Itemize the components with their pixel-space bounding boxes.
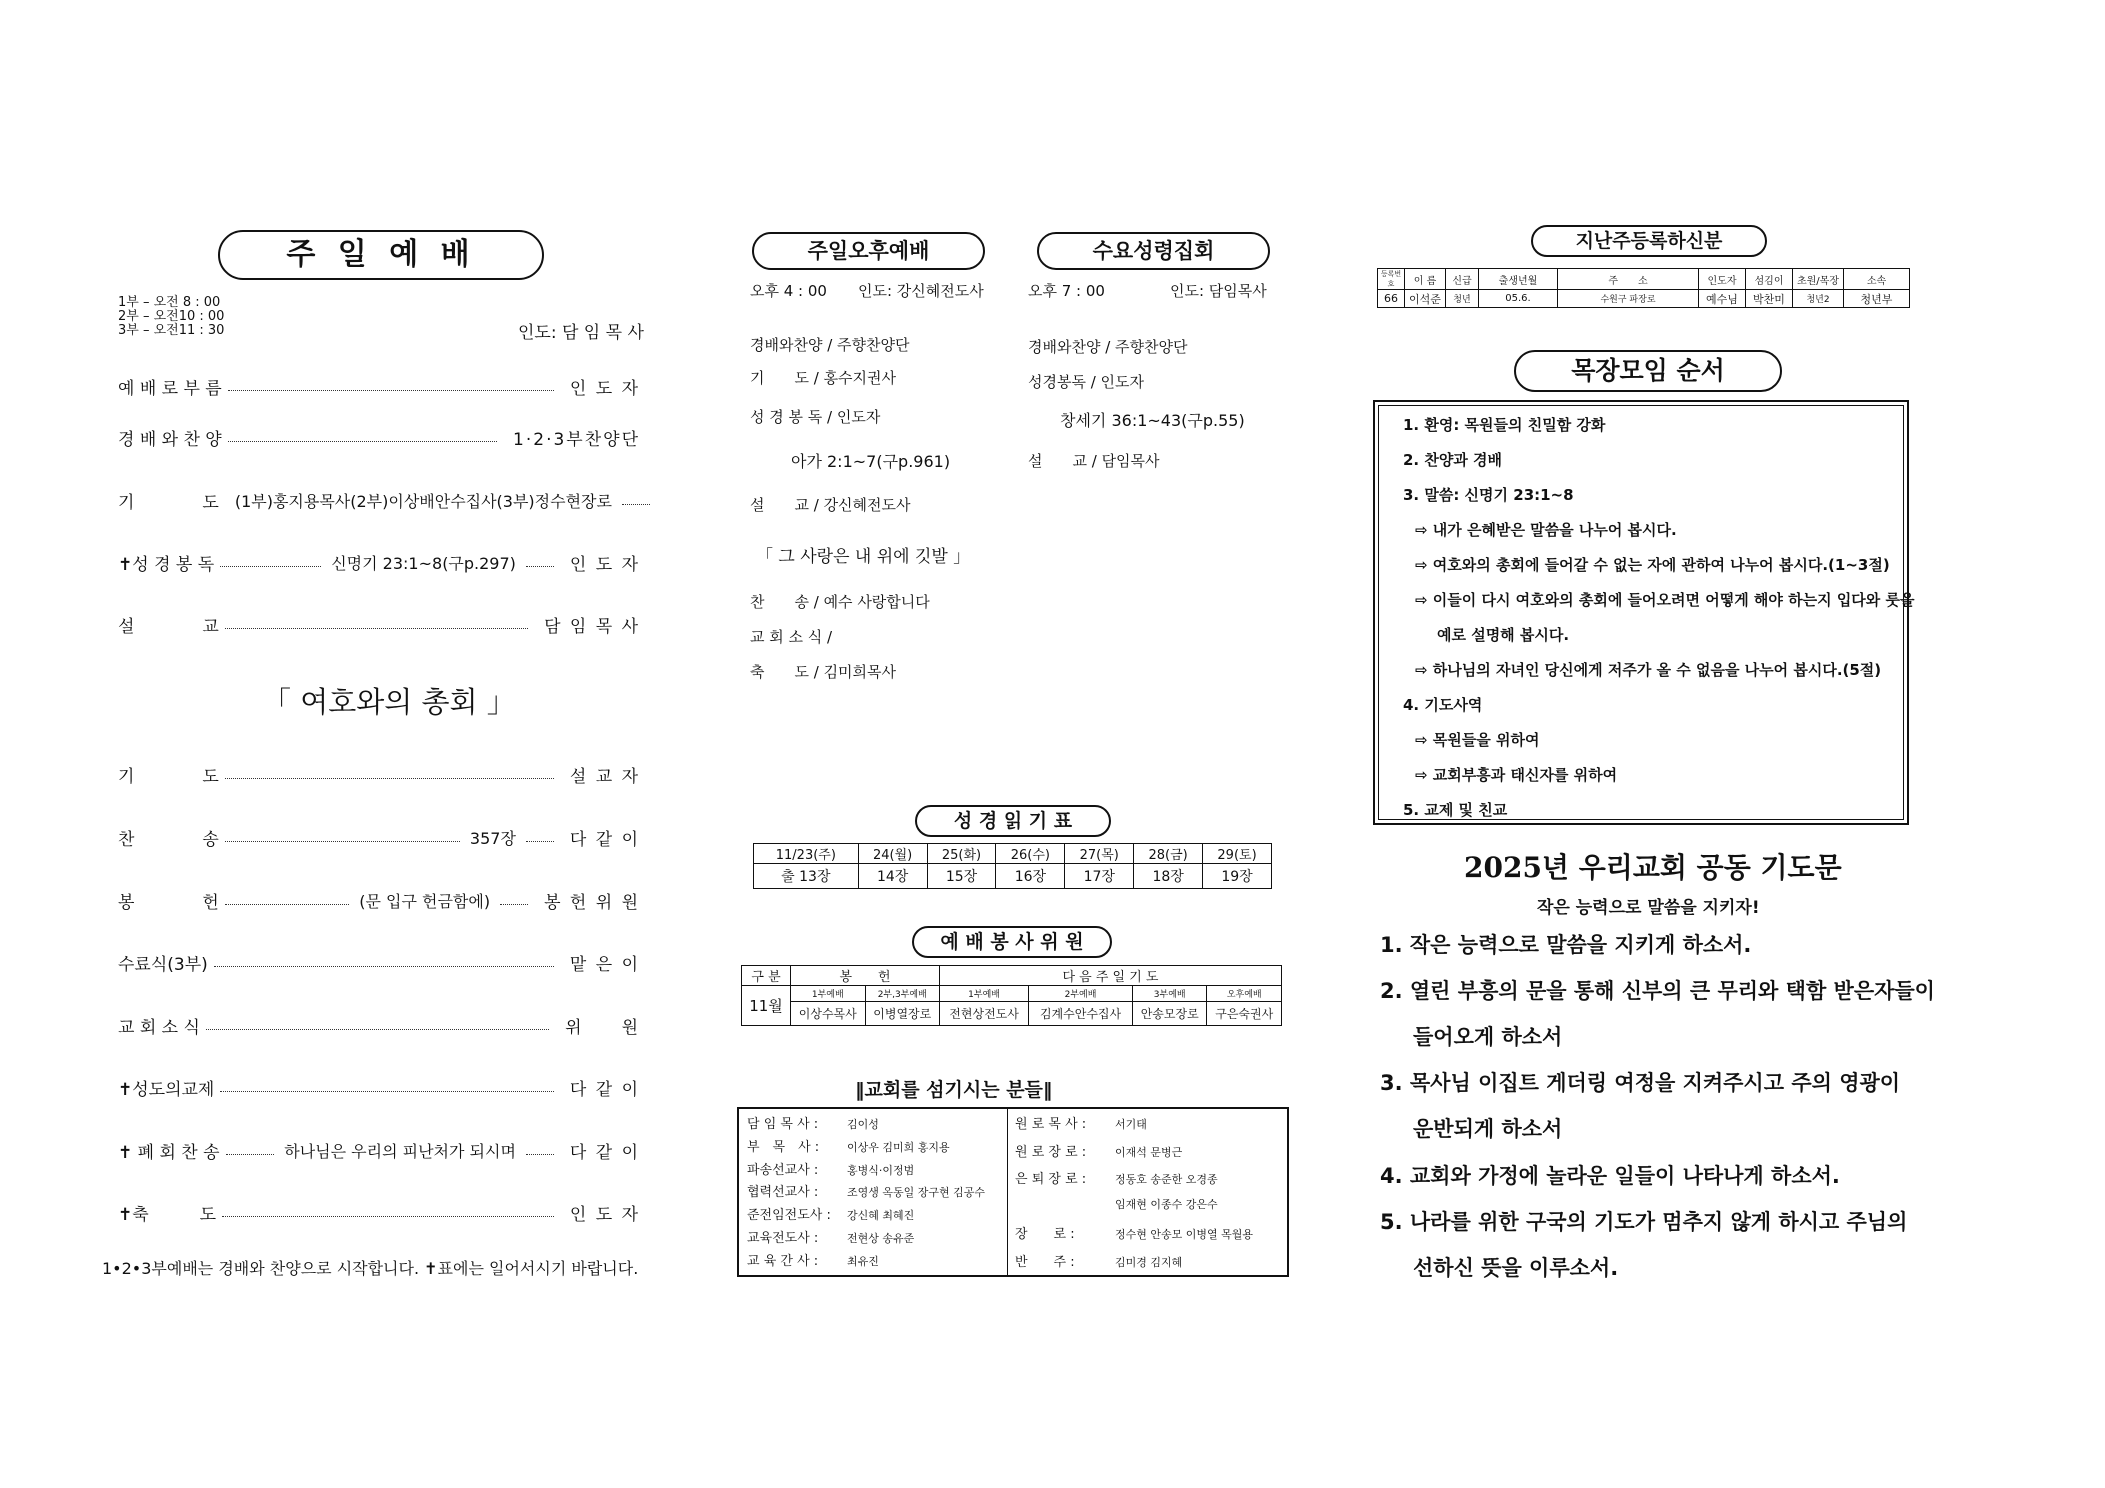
minister-role: 준전임전도사 : xyxy=(747,1208,831,1224)
leader-dots xyxy=(214,966,554,967)
order-label: 교 회 소 식 xyxy=(118,1018,200,1038)
wednesday-line: 설 교 / 담임목사 xyxy=(1028,452,1160,470)
minister-names: 서기태 xyxy=(1115,1118,1147,1131)
registration-cell: 박찬미 xyxy=(1746,290,1793,308)
minister-names: 최유진 xyxy=(847,1254,879,1268)
prayer-line: 3. 목사님 이집트 게더링 여정을 지켜주시고 주의 영광이 xyxy=(1380,1071,1901,1095)
leader-dots xyxy=(220,1091,554,1092)
bible-reading-day: 26(수) xyxy=(996,844,1065,864)
order-label: ✝ 폐 회 찬 송 xyxy=(118,1143,220,1163)
servants-name: 안송모장로 xyxy=(1132,1002,1207,1026)
minister-names: 조영생 옥동일 장구현 김공수 xyxy=(847,1186,986,1200)
order-row xyxy=(118,550,640,575)
wednesday-line: 창세기 36:1~43(구p.55) xyxy=(1060,411,1245,430)
registration-cell: 예수님 xyxy=(1699,290,1746,308)
order-person: 인 도 자 xyxy=(569,555,640,575)
minister-role: 교육전도사 : xyxy=(747,1231,819,1246)
minister-row xyxy=(1015,1223,1253,1242)
prayer-line: 1. 작은 능력으로 말씀을 지키게 하소서. xyxy=(1380,933,1752,957)
ministers-box xyxy=(737,1107,1289,1277)
cell-order-line: ⇨ 이들이 다시 여호와의 총회에 들어오려면 어떻게 해야 하는지 입다와 룻을 xyxy=(1415,591,1915,609)
bible-reading-chapter: 15장 xyxy=(927,864,996,889)
service-times xyxy=(118,296,224,338)
registration-header: 신급 xyxy=(1446,269,1479,290)
service-time: 2부 – 오전10 : 00 xyxy=(118,309,225,324)
leader-dots xyxy=(206,1029,549,1030)
servants-sub: 3부예배 xyxy=(1132,986,1207,1002)
wednesday-line: 경배와찬양 / 주향찬양단 xyxy=(1028,338,1188,356)
minister-row xyxy=(747,1113,879,1132)
minister-names: 홍병식·이정범 xyxy=(847,1163,915,1177)
registration-cell: 66 xyxy=(1378,290,1405,308)
bible-reading-day: 29(토) xyxy=(1203,844,1272,864)
minister-names: 정수현 안송모 이병열 목월용 xyxy=(1115,1228,1254,1241)
registration-cell: 청년부 xyxy=(1844,290,1910,308)
bible-reading-day: 28(금) xyxy=(1134,844,1203,864)
servants-name-row xyxy=(742,1002,1282,1026)
leader-dots xyxy=(222,1216,554,1217)
servants-bonghun: 봉 헌 xyxy=(791,966,940,986)
cell-order-line: ⇨ 하나님의 자녀인 당신에게 저주가 올 수 없음을 나누어 봅시다.(5절) xyxy=(1415,661,1882,679)
bible-reading-chapter: 17장 xyxy=(1065,864,1134,889)
registration-header: 섬김이 xyxy=(1746,269,1793,290)
order-label: 예 배 로 부 름 xyxy=(118,379,222,399)
order-detail: 신명기 23:1~8(구p.297) xyxy=(331,554,516,573)
cell-order-line: ⇨ 교회부흥과 태신자를 위하여 xyxy=(1415,766,1618,784)
order-label: 경 배 와 찬 양 xyxy=(118,430,222,450)
minister-role: 담 임 목 사 : xyxy=(747,1117,819,1132)
order-label: ✝축 도 xyxy=(118,1205,217,1225)
wednesday-service-title: 수요성령집회 xyxy=(1037,232,1270,270)
servants-sub: 1부예배 xyxy=(791,986,866,1002)
leader-dots xyxy=(500,904,528,905)
registration-header: 등록번호 xyxy=(1378,269,1405,290)
order-person: 담 임 목 사 xyxy=(544,617,640,637)
order-label: 찬 송 xyxy=(118,830,219,850)
servants-sub: 1부예배 xyxy=(940,986,1029,1002)
prayer-subtitle: 작은 능력으로 말씀을 지키자! xyxy=(1537,898,1760,918)
leader-dots xyxy=(526,566,554,567)
afternoon-line: 경배와찬양 / 주향찬양단 xyxy=(750,336,910,354)
registration-cell: 05.6. xyxy=(1479,290,1558,308)
registration-cell: 이석준 xyxy=(1405,290,1446,308)
minister-row xyxy=(747,1181,985,1200)
minister-row xyxy=(747,1250,879,1269)
registration-table xyxy=(1377,268,1910,308)
order-label: 설 교 xyxy=(118,617,219,637)
registration-row xyxy=(1378,290,1910,308)
servants-name: 이상수목사 xyxy=(791,1002,866,1026)
afternoon-line: 찬 송 / 예수 사랑합니다 xyxy=(750,593,930,611)
registration-header: 소속 xyxy=(1844,269,1910,290)
cell-order-line: 2. 찬양과 경배 xyxy=(1403,451,1503,469)
cell-order-box xyxy=(1373,400,1915,825)
leader-dots xyxy=(526,1154,554,1155)
afternoon-line: 아가 2:1~7(구p.961) xyxy=(791,452,951,471)
minister-names: 전현상 송유준 xyxy=(847,1232,915,1245)
order-row xyxy=(118,950,640,975)
registration-cell: 수원구 파장로 xyxy=(1558,290,1699,308)
prayer-line: 4. 교회와 가정에 놀라운 일들이 나타나게 하소서. xyxy=(1380,1164,1840,1188)
leader-dots xyxy=(228,441,497,442)
order-person: 다 같 이 xyxy=(569,1080,640,1100)
footnote: 1•2•3부예배는 경배와 찬양으로 시작합니다. ✝표에는 일어서시기 바랍니다. xyxy=(102,1259,639,1278)
prayer-line: 2. 열린 부흥의 문을 통해 신부의 큰 무리와 택함 받은자들이 xyxy=(1380,979,1935,1003)
minister-role: 교 육 간 사 : xyxy=(747,1253,819,1269)
servants-name: 전현상전도사 xyxy=(940,1002,1029,1026)
minister-role: 파송선교사 : xyxy=(747,1162,819,1178)
bible-reading-chapter: 16장 xyxy=(996,864,1065,889)
service-time: 1부 – 오전 8 : 00 xyxy=(118,295,221,310)
servants-sub: 오후예배 xyxy=(1207,986,1282,1002)
afternoon-sermon-title: 「 그 사랑은 내 위에 깃발 」 xyxy=(756,547,971,567)
minister-role: 원 로 목 사 : xyxy=(1015,1117,1087,1132)
minister-row xyxy=(1015,1113,1147,1132)
registration-header: 출생년월 xyxy=(1479,269,1558,290)
minister-row xyxy=(1015,1168,1218,1187)
order-label: 기 도 xyxy=(118,493,219,513)
afternoon-leader: 인도: 강신혜전도사 xyxy=(858,282,984,300)
minister-names: 김이성 xyxy=(847,1118,879,1131)
cell-order-line: ⇨ 목원들을 위하여 xyxy=(1415,731,1540,749)
order-person: 1·2·3부찬양단 xyxy=(513,430,640,450)
afternoon-time: 오후 4 : 00 xyxy=(750,282,827,300)
order-row xyxy=(118,1138,640,1163)
minister-row xyxy=(1015,1141,1182,1160)
minister-names: 이재석 문병근 xyxy=(1115,1145,1183,1159)
minister-role: 반 주 : xyxy=(1015,1254,1075,1270)
sunday-leader: 인도: 담 임 목 사 xyxy=(518,323,644,343)
servants-gubun: 구 분 xyxy=(742,966,791,986)
order-row xyxy=(118,425,640,450)
minister-role: 원 로 장 로 : xyxy=(1015,1144,1087,1160)
order-label: 봉 헌 xyxy=(118,893,219,913)
order-label: ✝성도의교제 xyxy=(118,1080,215,1100)
cell-order-line: 4. 기도사역 xyxy=(1403,696,1483,714)
order-person: 인 도 자 xyxy=(569,1205,640,1225)
leader-dots xyxy=(225,628,528,629)
servants-name: 이병열장로 xyxy=(865,1002,940,1026)
order-row xyxy=(118,612,640,637)
minister-names: 강신혜 최혜진 xyxy=(847,1209,915,1223)
order-person: 봉 헌 위 원 xyxy=(544,893,640,913)
order-detail: (문 입구 헌금함에) xyxy=(359,892,491,911)
leader-dots xyxy=(220,566,321,567)
registration-cell: 청년2 xyxy=(1793,290,1844,308)
order-row xyxy=(118,374,640,399)
afternoon-line: 축 도 / 김미희목사 xyxy=(750,663,897,681)
prayer-line: 운반되게 하소서 xyxy=(1413,1117,1563,1141)
servants-name: 김계수안수집사 xyxy=(1029,1002,1133,1026)
minister-role: 장 로 : xyxy=(1015,1227,1075,1242)
ministers-divider xyxy=(1007,1109,1008,1275)
prayer-title: 2025년 우리교회 공동 기도문 xyxy=(1464,851,1842,884)
order-row xyxy=(118,1013,640,1038)
order-label: 기 도 xyxy=(118,767,219,787)
bible-reading-chapter: 출 13장 xyxy=(754,864,859,889)
bible-reading-day: 24(월) xyxy=(858,844,927,864)
cell-order-line: ⇨ 여호와의 총회에 들어갈 수 없는 자에 관하여 나누어 봅시다.(1~3절) xyxy=(1415,556,1890,574)
registration-cell: 청년 xyxy=(1446,290,1479,308)
minister-names: 임재현 이종수 강은수 xyxy=(1115,1197,1218,1211)
order-person: 다 같 이 xyxy=(569,1143,640,1163)
minister-role: 은 퇴 장 로 : xyxy=(1015,1172,1087,1187)
wednesday-time: 오후 7 : 00 xyxy=(1028,282,1105,300)
order-label: 수료식(3부) xyxy=(118,955,208,975)
bible-reading-value-row xyxy=(754,864,1272,889)
registration-header: 이 름 xyxy=(1405,269,1446,290)
servants-title: 예 배 봉 사 위 원 xyxy=(912,926,1112,958)
cell-order-line: 5. 교제 및 친교 xyxy=(1403,801,1508,819)
bible-reading-header-row xyxy=(754,844,1272,864)
servants-month: 11월 xyxy=(742,986,791,1026)
wednesday-line: 성경봉독 / 인도자 xyxy=(1028,373,1145,391)
cell-order-line: 예로 설명해 봅시다. xyxy=(1437,626,1570,644)
order-row xyxy=(118,825,640,850)
order-person: 맡 은 이 xyxy=(569,955,640,975)
minister-role: 부 목 사 : xyxy=(747,1139,820,1155)
bible-reading-title: 성 경 읽 기 표 xyxy=(915,805,1111,837)
servants-prayer: 다 음 주 일 기 도 xyxy=(940,966,1282,986)
cell-order-line: 1. 환영: 목원들의 친밀함 강화 xyxy=(1403,416,1606,434)
minister-row xyxy=(747,1159,914,1178)
afternoon-line: 기 도 / 홍수지권사 xyxy=(750,369,897,387)
order-row xyxy=(118,1200,640,1225)
cell-order-line: 3. 말씀: 신명기 23:1~8 xyxy=(1403,486,1574,504)
order-detail: 하나님은 우리의 피난처가 되시며 xyxy=(284,1142,516,1161)
bible-reading-chapter: 14장 xyxy=(858,864,927,889)
bible-reading-chapter: 19장 xyxy=(1203,864,1272,889)
servants-name: 구은숙권사 xyxy=(1207,1002,1282,1026)
minister-row xyxy=(747,1204,914,1223)
prayer-line: 들어오게 하소서 xyxy=(1413,1025,1563,1049)
leader-dots xyxy=(622,504,650,505)
order-row xyxy=(118,1075,640,1100)
minister-names: 정동호 송준한 오경종 xyxy=(1115,1173,1218,1186)
minister-row xyxy=(747,1227,914,1246)
registration-header: 주 소 xyxy=(1558,269,1699,290)
minister-names: 이상우 김미희 홍지용 xyxy=(847,1140,950,1154)
sermon-title: 「 여호와의 총회 」 xyxy=(262,685,516,719)
registration-header-row xyxy=(1378,269,1910,290)
sunday-service-title: 주 일 예 배 xyxy=(218,230,544,280)
order-row xyxy=(118,488,640,513)
order-detail: 357장 xyxy=(469,829,516,848)
leader-dots xyxy=(526,841,554,842)
leader-dots xyxy=(226,1154,275,1155)
bible-reading-day: 11/23(주) xyxy=(754,844,859,864)
order-row xyxy=(118,888,640,913)
afternoon-service-title: 주일오후예배 xyxy=(752,232,985,270)
minister-role: 협력선교사 : xyxy=(747,1185,819,1201)
cell-order-line: ⇨ 내가 은혜받은 말씀을 나누어 봅시다. xyxy=(1415,521,1677,539)
afternoon-line: 교 회 소 식 / xyxy=(750,628,833,646)
registration-title: 지난주등록하신분 xyxy=(1531,225,1767,257)
leader-dots xyxy=(225,841,460,842)
order-person: 설 교 자 xyxy=(569,767,640,787)
prayer-line: 선하신 뜻을 이루소서. xyxy=(1413,1256,1619,1280)
minister-row xyxy=(1015,1251,1182,1270)
registration-header: 초원/목장 xyxy=(1793,269,1844,290)
wednesday-leader: 인도: 담임목사 xyxy=(1170,282,1267,300)
afternoon-line: 성 경 봉 독 / 인도자 xyxy=(750,408,881,426)
order-label: ✝성 경 봉 독 xyxy=(118,555,215,575)
bible-reading-day: 25(화) xyxy=(927,844,996,864)
minister-row xyxy=(1015,1196,1218,1212)
ministers-title: ‖교회를 섬기시는 분들‖ xyxy=(855,1079,1053,1101)
registration-header: 인도자 xyxy=(1699,269,1746,290)
leader-dots xyxy=(228,390,554,391)
bible-reading-chapter: 18장 xyxy=(1134,864,1203,889)
minister-names: 김미경 김지혜 xyxy=(1115,1255,1183,1269)
order-person: 인 도 자 xyxy=(569,379,640,399)
servants-sub-row xyxy=(742,986,1282,1002)
order-detail: (1부)홍지용목사(2부)이상배안수집사(3부)정수현장로 xyxy=(234,492,612,511)
order-person: 다 같 이 xyxy=(569,830,640,850)
minister-row xyxy=(747,1136,950,1155)
bible-reading-day: 27(목) xyxy=(1065,844,1134,864)
servants-head-row xyxy=(742,966,1282,986)
servants-table xyxy=(741,965,1282,1026)
service-time: 3부 – 오전11 : 30 xyxy=(118,323,225,338)
bible-reading-table xyxy=(753,843,1272,889)
servants-sub: 2부예배 xyxy=(1029,986,1133,1002)
servants-sub: 2부,3부예배 xyxy=(865,986,940,1002)
afternoon-line: 설 교 / 강신혜전도사 xyxy=(750,496,911,514)
order-person: 위 원 xyxy=(565,1018,640,1038)
leader-dots xyxy=(225,778,554,779)
cell-order-title: 목장모임 순서 xyxy=(1514,350,1782,392)
prayer-line: 5. 나라를 위한 구국의 기도가 멈추지 않게 하시고 주님의 xyxy=(1380,1210,1908,1234)
leader-dots xyxy=(225,904,349,905)
order-row xyxy=(118,762,640,787)
